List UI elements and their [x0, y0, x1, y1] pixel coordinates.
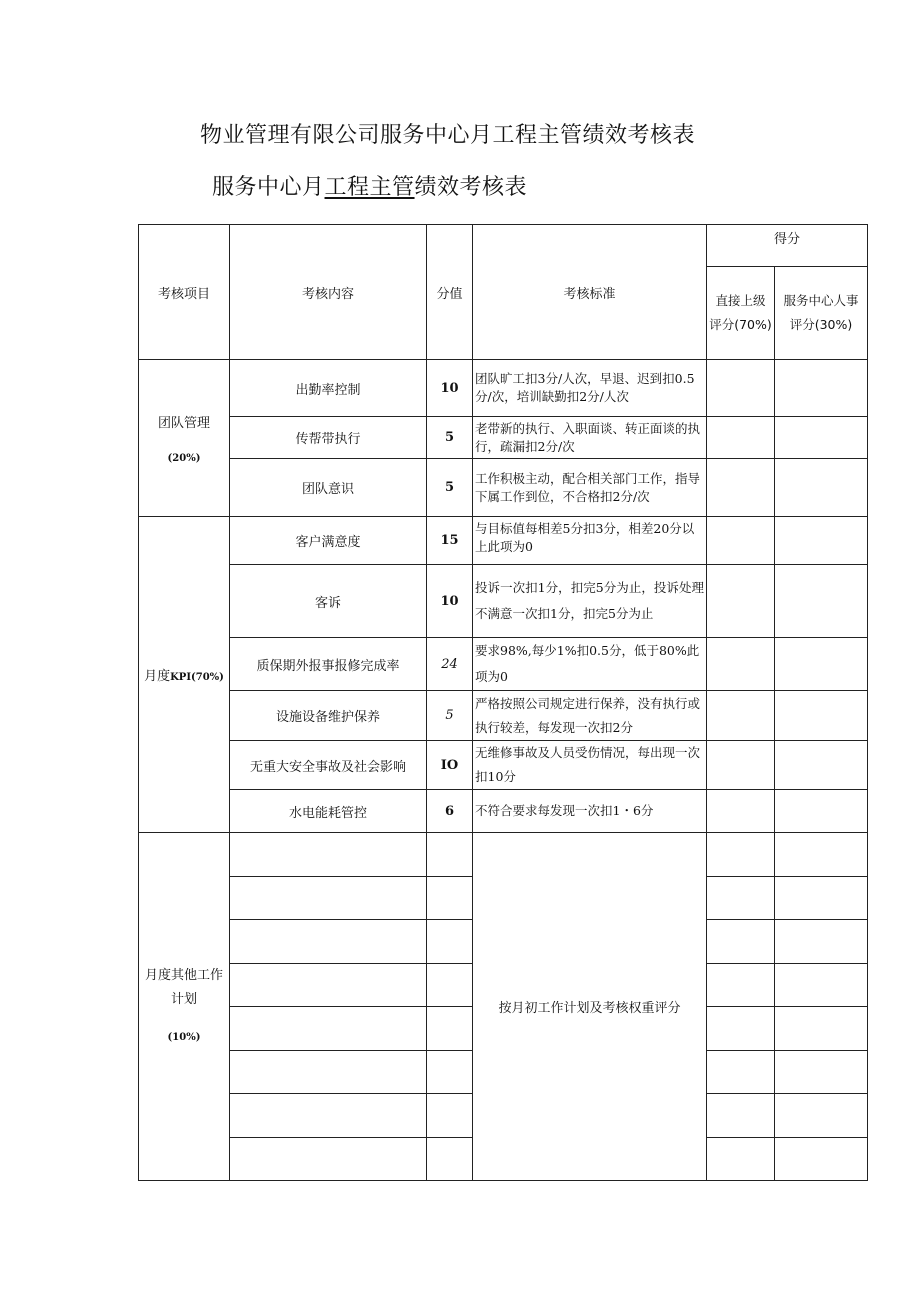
table-row — [139, 790, 868, 833]
appraisal-table — [138, 224, 868, 1181]
hr-score-cell[interactable] — [775, 638, 868, 691]
header-direct-supervisor: 直接上级 评分(70%) — [707, 267, 775, 360]
direct-score-cell[interactable] — [707, 1138, 775, 1181]
direct-score-cell[interactable] — [707, 964, 775, 1007]
category-kpi: 月度KPI(70%) — [139, 517, 230, 833]
score-cell: 5 — [427, 459, 473, 517]
score-cell: 5 — [427, 691, 473, 741]
hr-score-cell[interactable] — [775, 565, 868, 638]
direct-score-cell[interactable] — [707, 517, 775, 565]
hr-score-cell[interactable] — [775, 964, 868, 1007]
direct-score-cell[interactable] — [707, 741, 775, 790]
direct-score-cell[interactable] — [707, 877, 775, 920]
hr-score-cell[interactable] — [775, 1007, 868, 1051]
category-other-work: 月度其他工作 计划 (10%) — [139, 833, 230, 1181]
direct-score-cell[interactable] — [707, 360, 775, 417]
direct-score-cell[interactable] — [707, 920, 775, 964]
hr-score-cell[interactable] — [775, 877, 868, 920]
header-hr: 服务中心人事 评分(30%) — [775, 267, 868, 360]
content-cell: 客户满意度 — [230, 517, 427, 565]
content-cell[interactable] — [230, 920, 427, 964]
score-cell[interactable] — [427, 1138, 473, 1181]
content-cell[interactable] — [230, 964, 427, 1007]
hr-score-cell[interactable] — [775, 790, 868, 833]
score-cell: 15 — [427, 517, 473, 565]
standard-cell-merged: 按月初工作计划及考核权重评分 — [473, 833, 707, 1181]
table-row — [139, 833, 868, 877]
table-row — [139, 417, 868, 459]
table-row — [139, 691, 868, 741]
content-cell: 传帮带执行 — [230, 417, 427, 459]
hr-score-cell[interactable] — [775, 1051, 868, 1094]
category-team: 团队管理 (20%) — [139, 360, 230, 517]
table-row — [139, 517, 868, 565]
hr-score-cell[interactable] — [775, 459, 868, 517]
table-row — [139, 638, 868, 691]
score-cell: 10 — [427, 360, 473, 417]
header-standard: 考核标准 — [473, 225, 707, 360]
score-cell: 24 — [427, 638, 473, 691]
hr-score-cell[interactable] — [775, 417, 868, 459]
score-cell: 6 — [427, 790, 473, 833]
direct-score-cell[interactable] — [707, 1007, 775, 1051]
direct-score-cell[interactable] — [707, 565, 775, 638]
content-cell[interactable] — [230, 1138, 427, 1181]
direct-score-cell[interactable] — [707, 459, 775, 517]
hr-score-cell[interactable] — [775, 360, 868, 417]
score-cell[interactable] — [427, 877, 473, 920]
content-cell: 无重大安全事故及社会影响 — [230, 741, 427, 790]
content-cell: 水电能耗管控 — [230, 790, 427, 833]
standard-cell: 不符合要求每发现一次扣1・6分 — [473, 790, 707, 833]
direct-score-cell[interactable] — [707, 1094, 775, 1138]
hr-score-cell[interactable] — [775, 833, 868, 877]
standard-cell: 投诉一次扣1分，扣完5分为止，投诉处理不满意一次扣1分，扣完5分为止 — [473, 565, 707, 638]
standard-cell: 要求98%,每少1%扣0.5分，低于80%此项为0 — [473, 638, 707, 691]
content-cell: 设施设备维护保养 — [230, 691, 427, 741]
content-cell: 出勤率控制 — [230, 360, 427, 417]
standard-cell: 无维修事故及人员受伤情况，每出现一次扣10分 — [473, 741, 707, 790]
content-cell: 团队意识 — [230, 459, 427, 517]
content-cell: 质保期外报事报修完成率 — [230, 638, 427, 691]
content-cell[interactable] — [230, 877, 427, 920]
document-title: 物业管理有限公司服务中心月工程主管绩效考核表 — [200, 123, 696, 148]
score-cell[interactable] — [427, 964, 473, 1007]
standard-cell: 与目标值每相差5分扣3分，相差20分以上此项为0 — [473, 517, 707, 565]
header-content: 考核内容 — [230, 225, 427, 360]
header-item: 考核项目 — [139, 225, 230, 360]
content-cell[interactable] — [230, 833, 427, 877]
hr-score-cell[interactable] — [775, 920, 868, 964]
header-score: 分值 — [427, 225, 473, 360]
table-row — [139, 565, 868, 638]
standard-cell: 严格按照公司规定进行保养，没有执行或执行较差，每发现一次扣2分 — [473, 691, 707, 741]
hr-score-cell[interactable] — [775, 691, 868, 741]
score-cell[interactable] — [427, 1007, 473, 1051]
content-cell[interactable] — [230, 1094, 427, 1138]
table-row — [139, 360, 868, 417]
hr-score-cell[interactable] — [775, 1094, 868, 1138]
score-cell[interactable] — [427, 920, 473, 964]
direct-score-cell[interactable] — [707, 790, 775, 833]
header-got-score: 得分 — [707, 225, 868, 267]
table-title: 服务中心月工程主管绩效考核表 — [212, 175, 528, 200]
hr-score-cell[interactable] — [775, 741, 868, 790]
score-cell[interactable] — [427, 1051, 473, 1094]
direct-score-cell[interactable] — [707, 417, 775, 459]
score-cell[interactable] — [427, 1094, 473, 1138]
score-cell[interactable] — [427, 833, 473, 877]
direct-score-cell[interactable] — [707, 1051, 775, 1094]
direct-score-cell[interactable] — [707, 691, 775, 741]
content-cell: 客诉 — [230, 565, 427, 638]
standard-cell: 工作积极主动，配合相关部门工作，指导下属工作到位，不合格扣2分/次 — [473, 459, 707, 517]
score-cell: 10 — [427, 565, 473, 638]
direct-score-cell[interactable] — [707, 638, 775, 691]
table-row — [139, 741, 868, 790]
table-row — [139, 459, 868, 517]
hr-score-cell[interactable] — [775, 517, 868, 565]
direct-score-cell[interactable] — [707, 833, 775, 877]
content-cell[interactable] — [230, 1007, 427, 1051]
score-cell: IO — [427, 741, 473, 790]
standard-cell: 团队旷工扣3分/人次，早退、迟到扣0.5分/次，培训缺勤扣2分/人次 — [473, 360, 707, 417]
standard-cell: 老带新的执行、入职面谈、转正面谈的执行，疏漏扣2分/次 — [473, 417, 707, 459]
score-cell: 5 — [427, 417, 473, 459]
content-cell[interactable] — [230, 1051, 427, 1094]
hr-score-cell[interactable] — [775, 1138, 868, 1181]
